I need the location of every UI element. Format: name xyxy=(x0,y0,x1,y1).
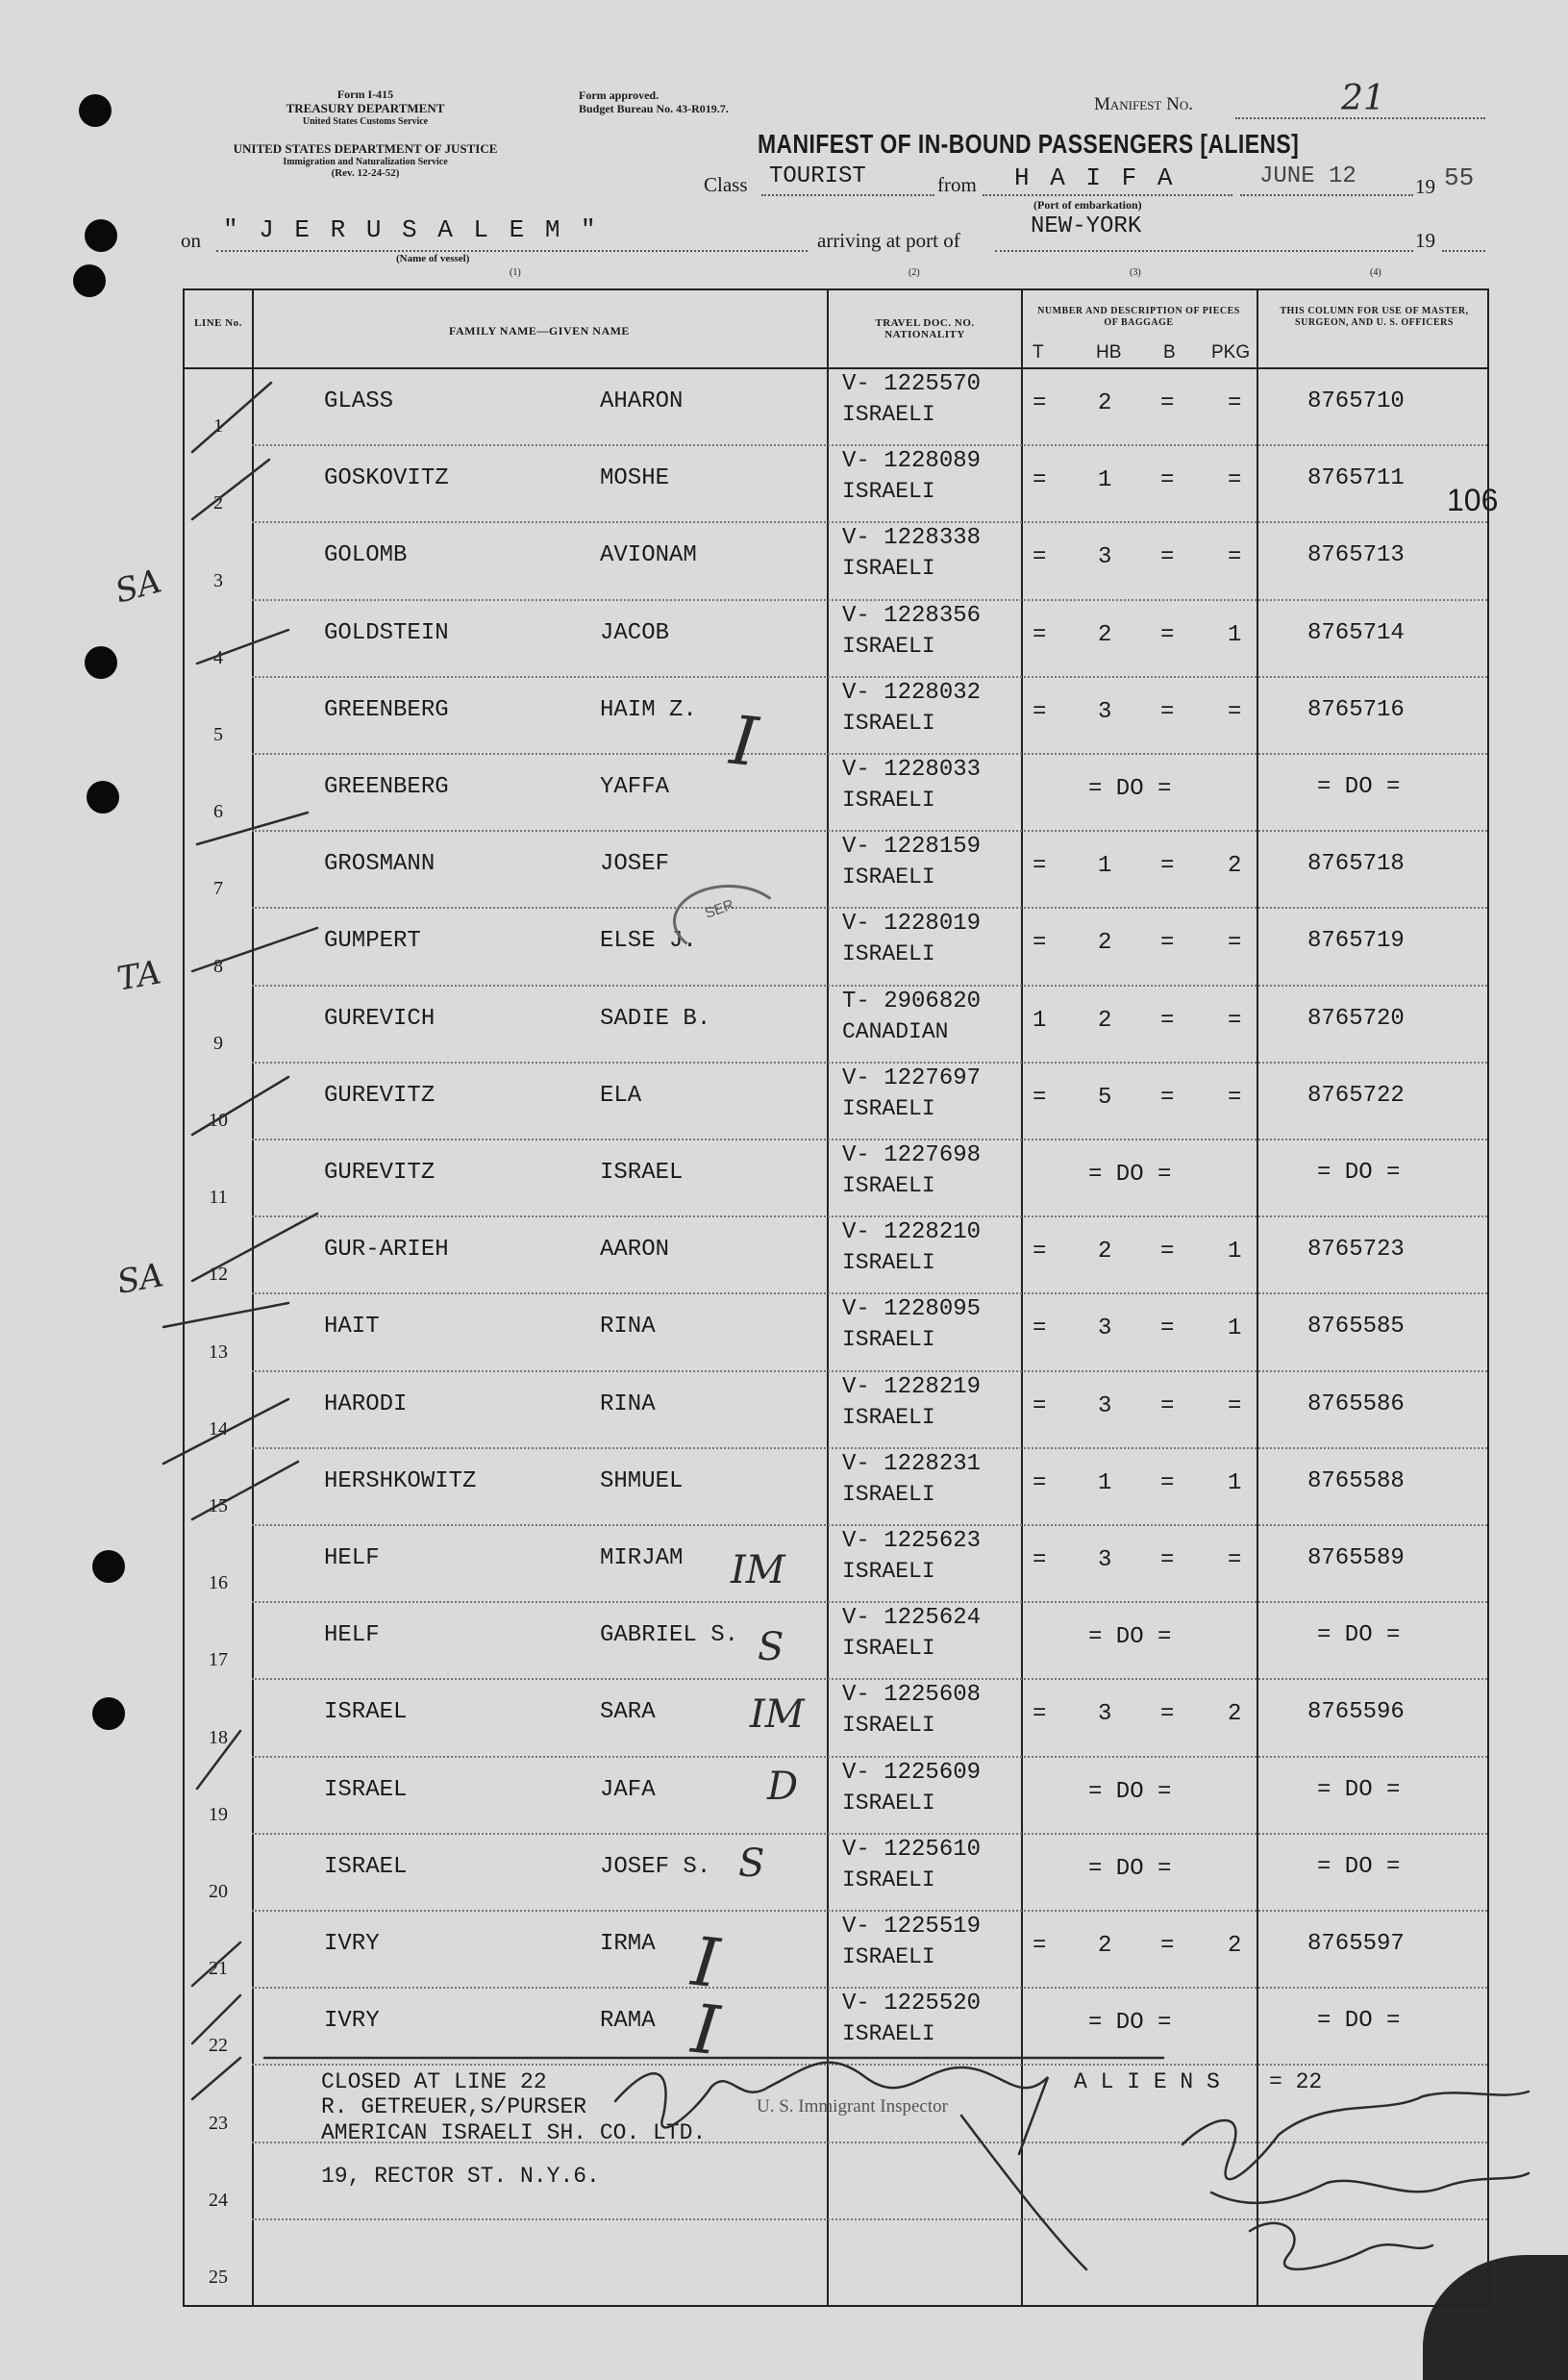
baggage-hb: 2 xyxy=(1098,390,1112,416)
punch-hole xyxy=(85,219,117,252)
baggage-t: = xyxy=(1033,1469,1047,1496)
nationality: ISRAELI xyxy=(842,1944,935,1969)
baggage-pkg: 2 xyxy=(1228,1701,1242,1728)
punch-hole xyxy=(92,1550,125,1583)
officer-number: 8765710 xyxy=(1307,388,1405,414)
line-number: 22 xyxy=(209,2035,228,2057)
margin-mark-sa: SA xyxy=(111,562,166,612)
baggage-hb: 3 xyxy=(1098,544,1112,571)
treasury-label: TREASURY DEPARTMENT xyxy=(286,101,445,115)
given-name: SARA xyxy=(600,1699,656,1726)
punch-hole xyxy=(87,781,119,814)
travel-doc-number: V- 1225624 xyxy=(842,1605,982,1632)
baggage-b: = xyxy=(1160,467,1175,494)
baggage-b: = xyxy=(1160,1547,1175,1573)
nationality: ISRAELI xyxy=(842,633,935,659)
officer-number: 8765723 xyxy=(1307,1237,1405,1264)
travel-doc-number: T- 2906820 xyxy=(842,988,982,1015)
baggage-hb: 3 xyxy=(1098,1392,1112,1419)
on-label: on xyxy=(181,229,201,252)
nationality: ISRAELI xyxy=(842,556,935,582)
year2-label: 19 xyxy=(1415,229,1435,252)
annotation-mark: IM xyxy=(750,1692,805,1737)
family-name: GOSKOVITZ xyxy=(324,465,449,492)
baggage-pkg: = xyxy=(1228,1084,1242,1111)
baggage-pkg: 1 xyxy=(1228,621,1242,648)
baggage-hb: 1 xyxy=(1098,467,1112,494)
officer-number: 8765588 xyxy=(1307,1467,1405,1494)
baggage-b: = xyxy=(1160,1239,1175,1265)
officer-number: = DO = xyxy=(1317,1776,1401,1803)
family-name: HELF xyxy=(324,1545,380,1571)
line-number: 4 xyxy=(213,646,223,668)
line-number: 11 xyxy=(209,1187,228,1209)
from-value: H A I F A xyxy=(1014,163,1176,192)
baggage-hb: 3 xyxy=(1098,1701,1112,1728)
travel-doc-number: V- 1228095 xyxy=(842,1296,982,1323)
travel-doc-number: V- 1225623 xyxy=(842,1528,982,1554)
baggage-pkg: = xyxy=(1228,1007,1242,1034)
nationality: CANADIAN xyxy=(842,1018,949,1044)
travel-doc-number: V- 1225610 xyxy=(842,1836,982,1863)
officer-number: 8765711 xyxy=(1307,465,1405,492)
nationality: ISRAELI xyxy=(842,1790,935,1816)
baggage-b: = xyxy=(1160,1933,1175,1959)
family-name: GUMPERT xyxy=(324,928,421,955)
nationality: ISRAELI xyxy=(842,1250,935,1276)
vessel-label: (Name of vessel) xyxy=(396,253,470,264)
officer-number: 8765719 xyxy=(1307,928,1405,955)
officer-number: 8765722 xyxy=(1307,1082,1405,1109)
family-name: ISRAEL xyxy=(324,1776,408,1803)
given-name: YAFFA xyxy=(600,774,670,800)
family-name: GROSMANN xyxy=(324,851,436,878)
header-bag-hb: HB xyxy=(1096,342,1122,363)
baggage-t: = xyxy=(1033,621,1047,648)
margin-mark-sa: SA xyxy=(113,1256,166,1302)
travel-doc-number: V- 1228231 xyxy=(842,1450,982,1477)
margin-mark-ta: TA xyxy=(113,953,164,999)
family-name: GREENBERG xyxy=(324,774,449,800)
given-name: JOSEF xyxy=(600,851,670,878)
line-number: 20 xyxy=(209,1881,228,1902)
justice-label: UNITED STATES DEPARTMENT OF JUSTICE xyxy=(233,141,498,156)
manifest-no-label: Manifest No. xyxy=(1094,94,1193,114)
given-name: JAFA xyxy=(600,1776,656,1803)
annotation-mark: I xyxy=(687,1921,723,2004)
officer-number: 8765596 xyxy=(1307,1699,1405,1726)
baggage-hb: 3 xyxy=(1098,1315,1112,1342)
baggage-t: 1 xyxy=(1033,1007,1047,1034)
given-name: ELA xyxy=(600,1082,642,1109)
year-label: 19 xyxy=(1415,175,1435,198)
baggage-pkg: = xyxy=(1228,698,1242,725)
given-name: AHARON xyxy=(600,388,684,414)
annotation-mark: I xyxy=(726,700,761,783)
budget-bureau: Budget Bureau No. 43-R019.7. xyxy=(579,102,729,115)
punch-hole xyxy=(79,94,112,127)
baggage-b: = xyxy=(1160,698,1175,725)
nationality: ISRAELI xyxy=(842,710,935,736)
officer-number: = DO = xyxy=(1317,1622,1401,1649)
nationality: ISRAELI xyxy=(842,2021,935,2047)
manifest-title: MANIFEST OF IN-BOUND PASSENGERS [ALIENS] xyxy=(758,129,1300,159)
family-name: IVRY xyxy=(324,1931,380,1957)
manifest-table xyxy=(183,288,1489,2307)
form-approved: Form approved. xyxy=(579,88,660,102)
officer-number: 8765586 xyxy=(1307,1390,1405,1417)
header-baggage: NUMBER AND DESCRIPTION OF PIECES OF BAGGAGE xyxy=(1037,306,1240,328)
given-name: AARON xyxy=(600,1237,670,1264)
travel-doc-number: V- 1225609 xyxy=(842,1759,982,1786)
travel-doc-number: V- 1228219 xyxy=(842,1373,982,1400)
nationality: ISRAELI xyxy=(842,479,935,505)
travel-doc-number: V- 1228356 xyxy=(842,602,982,629)
line-number: 23 xyxy=(209,2112,228,2134)
year-value: 55 xyxy=(1444,163,1475,192)
inspector-stamp: U. S. Immigrant Inspector xyxy=(757,2096,948,2117)
officer-number: = DO = xyxy=(1317,2008,1401,2035)
header-bag-pkg: PKG xyxy=(1211,342,1251,363)
line-number: 10 xyxy=(209,1110,228,1131)
baggage-t: = xyxy=(1033,1933,1047,1959)
baggage-pkg: = xyxy=(1228,930,1242,957)
annotation-mark: S xyxy=(758,1625,784,1669)
baggage-ditto: = DO = xyxy=(1088,776,1172,802)
annotation-mark: IM xyxy=(731,1548,785,1592)
col-marker-2: (2) xyxy=(908,267,920,278)
line-number: 12 xyxy=(209,1264,228,1286)
nationality: ISRAELI xyxy=(842,402,935,427)
travel-doc-number: V- 1228159 xyxy=(842,834,982,861)
family-name: GREENBERG xyxy=(324,696,449,723)
family-name: HELF xyxy=(324,1622,380,1649)
family-name: GOLOMB xyxy=(324,542,408,569)
baggage-hb: 3 xyxy=(1098,698,1112,725)
baggage-b: = xyxy=(1160,390,1175,416)
travel-doc-number: V- 1228019 xyxy=(842,911,982,938)
officer-number: = DO = xyxy=(1317,1853,1401,1880)
given-name: AVIONAM xyxy=(600,542,697,569)
arriving-label: arriving at port of xyxy=(817,229,960,252)
baggage-t: = xyxy=(1033,930,1047,957)
line-number: 7 xyxy=(213,878,223,900)
header-travel-doc: TRAVEL DOC. NO. NATIONALITY xyxy=(875,317,975,340)
travel-doc-number: V- 1225519 xyxy=(842,1914,982,1940)
given-name: MIRJAM xyxy=(600,1545,684,1571)
baggage-b: = xyxy=(1160,853,1175,880)
family-name: GUREVICH xyxy=(324,1005,436,1032)
header-bag-b: B xyxy=(1163,342,1176,363)
nationality: ISRAELI xyxy=(842,1327,935,1353)
line-number: 5 xyxy=(213,724,223,745)
baggage-t: = xyxy=(1033,1315,1047,1342)
given-name: JACOB xyxy=(600,619,670,646)
punch-hole xyxy=(85,646,117,679)
family-name: HAIT xyxy=(324,1314,380,1340)
officer-number: 8765597 xyxy=(1307,1931,1405,1957)
baggage-t: = xyxy=(1033,1701,1047,1728)
travel-doc-number: V- 1228210 xyxy=(842,1219,982,1246)
punch-hole xyxy=(92,1697,125,1730)
nationality: ISRAELI xyxy=(842,1095,935,1121)
customs-label: United States Customs Service xyxy=(302,116,429,127)
annotation-mark: S xyxy=(738,1841,765,1886)
company-address: 19, RECTOR ST. N.Y.6. xyxy=(321,2164,600,2189)
officer-number: 8765716 xyxy=(1307,696,1405,723)
circular-stamp xyxy=(673,885,784,958)
baggage-pkg: = xyxy=(1228,467,1242,494)
baggage-ditto: = DO = xyxy=(1088,1778,1172,1805)
given-name: JOSEF S. xyxy=(600,1853,711,1880)
baggage-t: = xyxy=(1033,698,1047,725)
travel-doc-number: V- 1225608 xyxy=(842,1682,982,1709)
travel-doc-number: V- 1228032 xyxy=(842,679,982,706)
family-name: HERSHKOWITZ xyxy=(324,1467,477,1494)
baggage-b: = xyxy=(1160,1701,1175,1728)
header-bag-t: T xyxy=(1033,342,1044,363)
company-name: AMERICAN ISRAELI SH. CO. LTD. xyxy=(321,2120,707,2145)
col-marker-4: (4) xyxy=(1370,267,1381,278)
baggage-pkg: 2 xyxy=(1228,1933,1242,1959)
embarkation-label: (Port of embarkation) xyxy=(1033,198,1142,212)
baggage-ditto: = DO = xyxy=(1088,1624,1172,1651)
travel-doc-number: V- 1227698 xyxy=(842,1142,982,1168)
vessel-value: " J E R U S A L E M " xyxy=(223,215,599,244)
line-number: 13 xyxy=(209,1340,228,1363)
baggage-t: = xyxy=(1033,467,1047,494)
nationality: ISRAELI xyxy=(842,1713,935,1739)
given-name: GABRIEL S. xyxy=(600,1622,739,1649)
officer-number: 8765589 xyxy=(1307,1545,1405,1571)
ins-label: Immigration and Naturalization Service xyxy=(283,157,448,167)
nationality: ISRAELI xyxy=(842,1404,935,1430)
baggage-t: = xyxy=(1033,853,1047,880)
nationality: ISRAELI xyxy=(842,1636,935,1662)
line-number: 21 xyxy=(209,1958,228,1980)
baggage-t: = xyxy=(1033,1084,1047,1111)
travel-doc-number: V- 1228033 xyxy=(842,757,982,783)
baggage-t: = xyxy=(1033,1239,1047,1265)
line-number: 24 xyxy=(209,2189,228,2211)
given-name: ELSE J. xyxy=(600,928,697,955)
baggage-hb: 2 xyxy=(1098,1007,1112,1034)
family-name: GOLDSTEIN xyxy=(324,619,449,646)
arriving-value: NEW-YORK xyxy=(1031,213,1142,239)
line-number: 19 xyxy=(209,1803,228,1825)
travel-doc-number: V- 1227697 xyxy=(842,1065,982,1091)
baggage-hb: 1 xyxy=(1098,1469,1112,1496)
baggage-t: = xyxy=(1033,1547,1047,1573)
given-name: RINA xyxy=(600,1390,656,1417)
baggage-pkg: 2 xyxy=(1228,853,1242,880)
baggage-pkg: = xyxy=(1228,390,1242,416)
family-name: IVRY xyxy=(324,2008,380,2035)
baggage-pkg: 1 xyxy=(1228,1239,1242,1265)
family-name: GLASS xyxy=(324,388,394,414)
line-number: 1 xyxy=(213,415,223,438)
baggage-hb: 2 xyxy=(1098,621,1112,648)
officer-number: 8765718 xyxy=(1307,851,1405,878)
nationality: ISRAELI xyxy=(842,1173,935,1198)
header-line-no: LINE No. xyxy=(194,317,242,329)
given-name: RINA xyxy=(600,1314,656,1340)
baggage-b: = xyxy=(1160,544,1175,571)
baggage-hb: 2 xyxy=(1098,930,1112,957)
officer-number: 8765714 xyxy=(1307,619,1405,646)
officer-number: = DO = xyxy=(1317,774,1401,800)
baggage-hb: 2 xyxy=(1098,1933,1112,1959)
officer-number: 8765585 xyxy=(1307,1314,1405,1340)
baggage-b: = xyxy=(1160,1392,1175,1419)
baggage-pkg: = xyxy=(1228,544,1242,571)
line-number: 14 xyxy=(209,1417,228,1440)
family-name: GUREVITZ xyxy=(324,1082,436,1109)
given-name: RAMA xyxy=(600,2008,656,2035)
baggage-ditto: = DO = xyxy=(1088,1855,1172,1882)
family-name: GUR-ARIEH xyxy=(324,1237,449,1264)
line-number: 25 xyxy=(209,2267,228,2288)
header-officers: THIS COLUMN FOR USE OF MASTER, SURGEON, AND U. S. OFFICERS xyxy=(1280,306,1469,328)
baggage-t: = xyxy=(1033,390,1047,416)
nationality: ISRAELI xyxy=(842,864,935,890)
rev-label: (Rev. 12-24-52) xyxy=(331,167,400,179)
officer-number: 8765713 xyxy=(1307,542,1405,569)
line-number: 15 xyxy=(209,1495,228,1516)
baggage-pkg: 1 xyxy=(1228,1315,1242,1342)
from-label: from xyxy=(937,173,977,196)
nationality: ISRAELI xyxy=(842,788,935,813)
given-name: ISRAEL xyxy=(600,1160,684,1186)
baggage-b: = xyxy=(1160,1469,1175,1496)
baggage-pkg: 1 xyxy=(1228,1469,1242,1496)
baggage-b: = xyxy=(1160,1007,1175,1034)
baggage-pkg: = xyxy=(1228,1392,1242,1419)
annotation-mark: D xyxy=(767,1765,799,1809)
annotation-mark: I xyxy=(687,1989,723,2071)
class-label: Class xyxy=(704,173,748,196)
nationality: ISRAELI xyxy=(842,1481,935,1507)
form-number: Form I-415 xyxy=(336,88,394,101)
baggage-b: = xyxy=(1160,621,1175,648)
page-number: 106 xyxy=(1447,483,1499,517)
baggage-ditto: = DO = xyxy=(1088,2010,1172,2037)
baggage-t: = xyxy=(1033,544,1047,571)
baggage-b: = xyxy=(1160,930,1175,957)
baggage-t: = xyxy=(1033,1392,1047,1419)
line-number: 3 xyxy=(213,569,223,591)
officer-number: 8765720 xyxy=(1307,1005,1405,1032)
line-number: 16 xyxy=(209,1572,228,1594)
header-name: FAMILY NAME—GIVEN NAME xyxy=(449,324,630,338)
baggage-hb: 1 xyxy=(1098,853,1112,880)
purser-name: R. GETREUER,S/PURSER xyxy=(321,2094,587,2119)
col-marker-3: (3) xyxy=(1130,267,1141,278)
col-marker-1: (1) xyxy=(510,267,521,278)
travel-doc-number: V- 1228089 xyxy=(842,448,982,475)
nationality: ISRAELI xyxy=(842,1559,935,1584)
baggage-pkg: = xyxy=(1228,1547,1242,1573)
line-number: 8 xyxy=(213,955,223,977)
family-name: ISRAEL xyxy=(324,1853,408,1880)
nationality: ISRAELI xyxy=(842,1866,935,1892)
aliens-count: = 22 xyxy=(1269,2069,1323,2094)
closed-at-line: CLOSED AT LINE 22 xyxy=(321,2069,547,2094)
line-number: 9 xyxy=(213,1032,223,1054)
line-number: 6 xyxy=(213,801,223,823)
punch-hole xyxy=(73,264,106,297)
travel-doc-number: V- 1228338 xyxy=(842,525,982,552)
nationality: ISRAELI xyxy=(842,941,935,967)
baggage-hb: 2 xyxy=(1098,1239,1112,1265)
baggage-ditto: = DO = xyxy=(1088,1162,1172,1188)
manifest-no-value: 21 xyxy=(1341,79,1385,118)
given-name: SADIE B. xyxy=(600,1005,711,1032)
travel-doc-number: V- 1225520 xyxy=(842,1991,982,2017)
baggage-b: = xyxy=(1160,1084,1175,1111)
family-name: GUREVITZ xyxy=(324,1160,436,1186)
line-number: 17 xyxy=(209,1649,228,1671)
baggage-hb: 5 xyxy=(1098,1084,1112,1111)
officer-number: = DO = xyxy=(1317,1160,1401,1186)
family-name: ISRAEL xyxy=(324,1699,408,1726)
aliens-label: A L I E N S xyxy=(1074,2069,1220,2094)
date-value: JUNE 12 xyxy=(1259,163,1356,189)
class-value: TOURIST xyxy=(769,163,866,189)
family-name: HARODI xyxy=(324,1390,408,1417)
line-number: 18 xyxy=(209,1726,228,1748)
stamp-text: SER xyxy=(703,896,736,922)
given-name: HAIM Z. xyxy=(600,696,697,723)
travel-doc-number: V- 1225570 xyxy=(842,371,982,397)
given-name: SHMUEL xyxy=(600,1467,684,1494)
baggage-hb: 3 xyxy=(1098,1547,1112,1573)
given-name: IRMA xyxy=(600,1931,656,1957)
given-name: MOSHE xyxy=(600,465,670,492)
baggage-b: = xyxy=(1160,1315,1175,1342)
line-number: 2 xyxy=(213,492,223,514)
